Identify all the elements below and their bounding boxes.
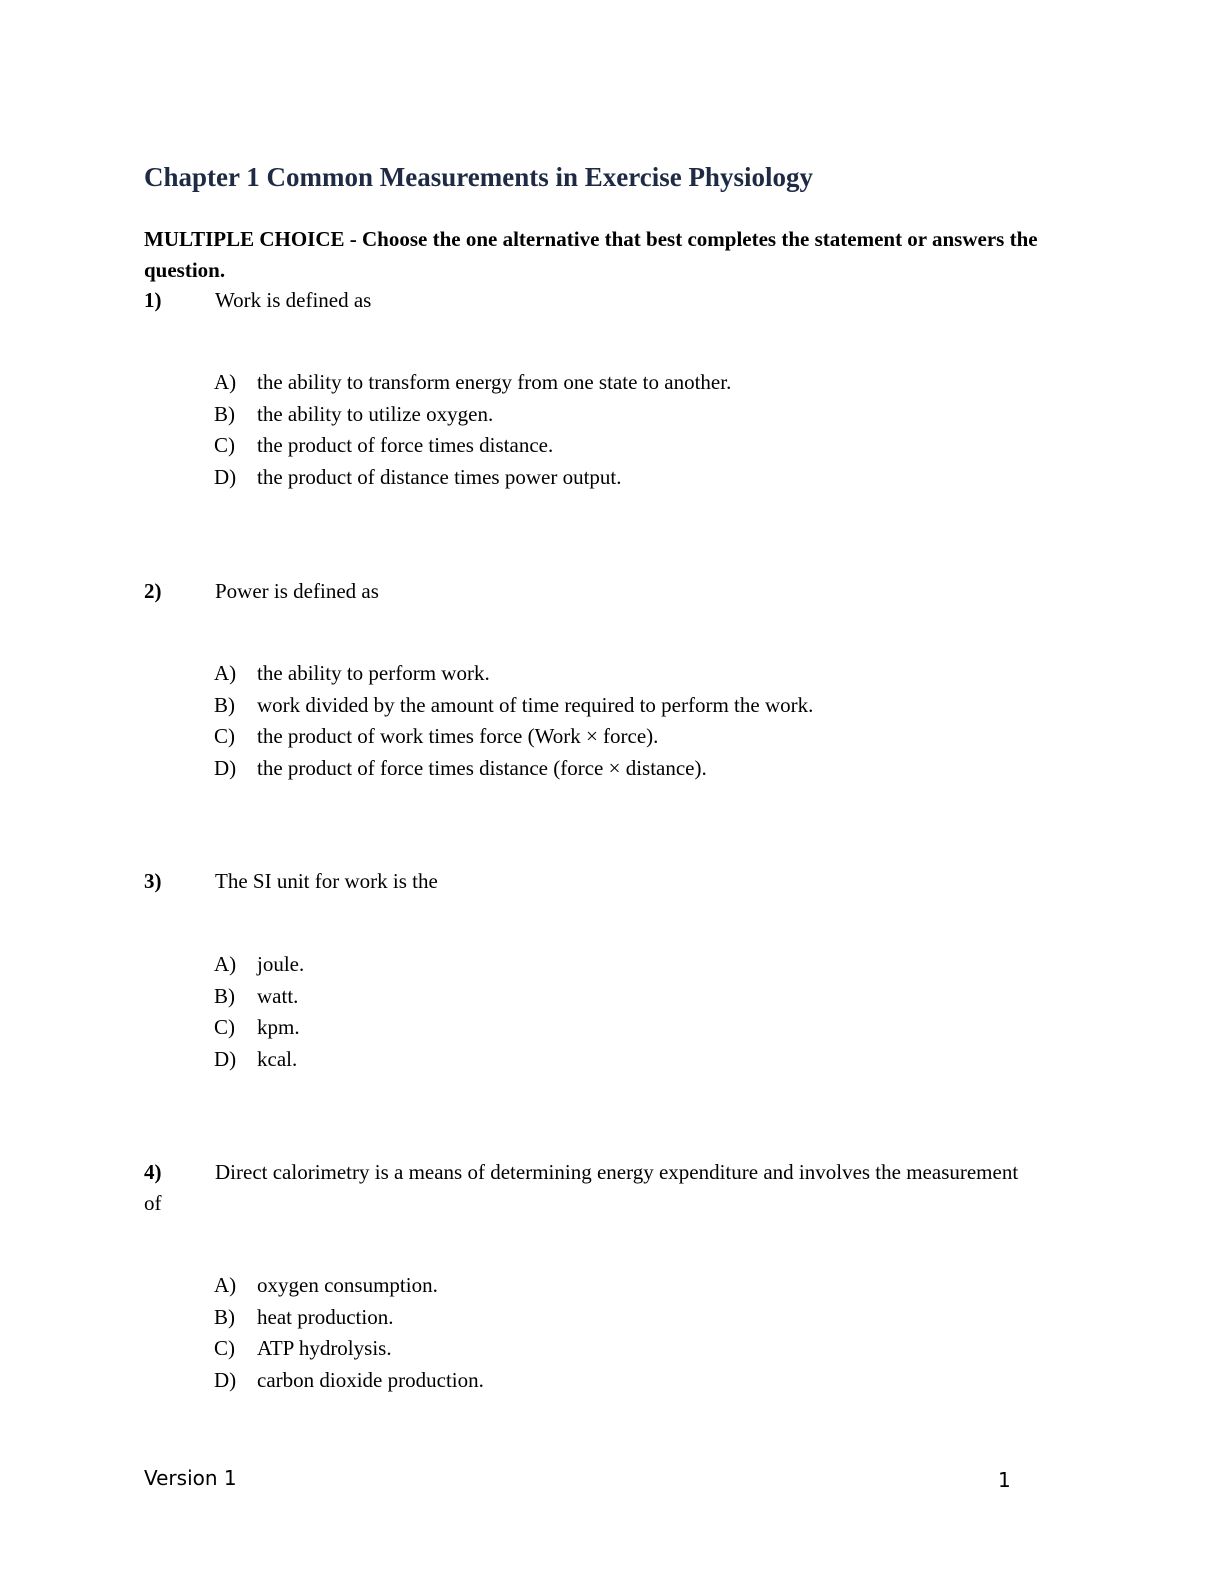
choice-b [214, 1302, 1034, 1334]
question-text: Power is defined as [215, 579, 379, 603]
choice-letter: B) [214, 983, 235, 1008]
question-text: Work is defined as [215, 288, 372, 312]
question-4 [144, 1157, 1024, 1219]
choice-d [214, 753, 1034, 785]
choice-letter: C) [214, 724, 235, 749]
choice-text: the ability to transform energy from one state to another. [257, 370, 732, 394]
footer-page-number: 1 [998, 1468, 1011, 1492]
choice-letter: C) [214, 1015, 235, 1040]
choice-letter: D) [214, 1368, 237, 1393]
question-text: The SI unit for work is the [215, 869, 438, 893]
choice-letter: A) [214, 952, 237, 976]
choice-letter: A) [214, 1273, 237, 1297]
choice-text: the product of distance times power output. [257, 465, 622, 490]
choice-a [214, 658, 1034, 690]
choices-3 [214, 949, 1034, 1076]
choice-letter: B) [214, 1304, 235, 1329]
question-number: 4) [144, 1160, 162, 1184]
choice-c [214, 1012, 1034, 1044]
choice-letter: B) [214, 401, 235, 426]
choice-a [214, 367, 1034, 399]
question-number: 2) [144, 579, 162, 603]
choice-text: the product of force times distance (force × distance). [257, 756, 707, 781]
choice-text: the product of work times force (Work × force). [257, 724, 659, 749]
choice-text: the ability to utilize oxygen. [257, 401, 494, 426]
question-number: 3) [144, 869, 162, 893]
choice-c [214, 430, 1034, 462]
choices-1 [214, 367, 1034, 494]
choice-text: heat production. [257, 1304, 394, 1329]
choice-b [214, 981, 1034, 1013]
choice-d [214, 462, 1034, 494]
choice-letter: D) [214, 1047, 237, 1072]
choice-letter: B) [214, 692, 235, 717]
choice-b [214, 399, 1034, 431]
choice-text: the ability to perform work. [257, 661, 490, 685]
choice-c [214, 1333, 1034, 1365]
choice-text: watt. [257, 983, 299, 1008]
choice-c [214, 721, 1034, 753]
choice-a [214, 949, 1034, 981]
choice-text: ATP hydrolysis. [257, 1336, 392, 1361]
choice-text: the product of force times distance. [257, 433, 554, 458]
choice-text: work divided by the amount of time required to perform the work. [257, 692, 814, 717]
choice-letter: C) [214, 1336, 235, 1361]
choice-letter: A) [214, 661, 237, 685]
chapter-title: Chapter 1 Common Measurements in Exercise Physiology [144, 162, 813, 192]
instructions: MULTIPLE CHOICE - Choose the one alternative that best completes the statement or answers the question. [144, 227, 1038, 282]
choice-d [214, 1365, 1034, 1397]
question-2 [144, 576, 1024, 607]
choice-letter: D) [214, 465, 237, 490]
choices-4 [214, 1270, 1034, 1397]
choice-letter: D) [214, 756, 237, 781]
choice-a [214, 1270, 1034, 1302]
choice-text: kpm. [257, 1015, 300, 1040]
choices-2 [214, 658, 1034, 785]
choice-letter: C) [214, 433, 235, 458]
choice-d [214, 1044, 1034, 1076]
choice-text: kcal. [257, 1047, 298, 1072]
choice-letter: A) [214, 370, 237, 394]
choice-text: joule. [257, 952, 305, 976]
choice-text: oxygen consumption. [257, 1273, 438, 1297]
choice-b [214, 690, 1034, 722]
question-number: 1) [144, 288, 162, 312]
footer-version: Version 1 [144, 1466, 237, 1490]
question-3 [144, 866, 1024, 897]
choice-text: carbon dioxide production. [257, 1368, 484, 1393]
question-1 [144, 285, 1024, 316]
question-text: Direct calorimetry is a means of determining energy expenditure and involves the measurement of [144, 1160, 1019, 1215]
